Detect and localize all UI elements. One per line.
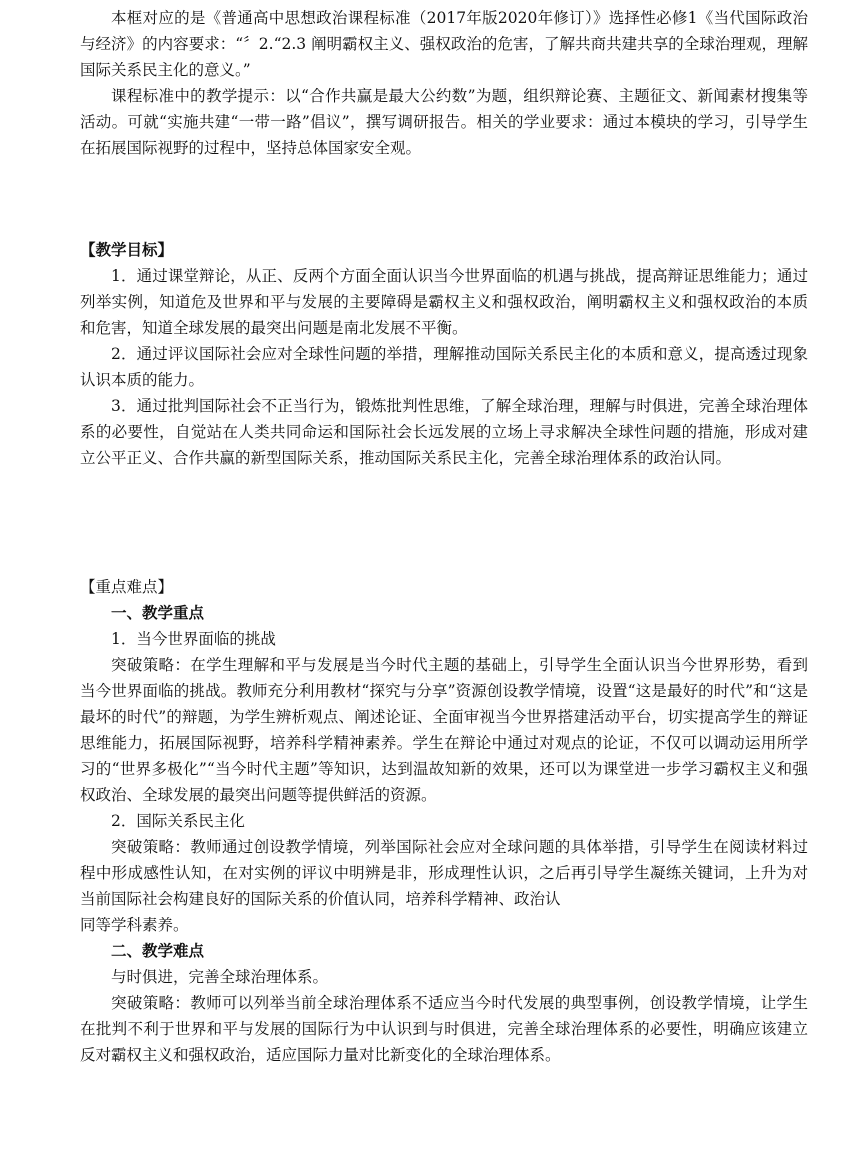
focus-2-title: 2．国际关系民主化: [111, 812, 245, 830]
difficulty-heading: 二、教学难点: [111, 941, 205, 960]
objective-item-3: 3．通过批判国际社会不正当行为，锻炼批判性思维，了解全球治理，理解与时俱进，完善全球治理体系的必要性，自觉站在人类共同命运和国际社会长远发展的立场上寻求解决全球性问题的措施，形成对建立公平正义、合作共赢的新型国际关系，推动国际关系民主化，完善全球治理体系的政治认同。: [80, 397, 808, 467]
intro-paragraph-hints: 课程标准中的教学提示：以“合作共赢是最大公约数”为题，组织辩论赛、主题征文、新闻素材搜集等活动。可就“实施共建“一带一路”倡议”，撰写调研报告。相关的学业要求：通过本模块的学习，引导学生在拓展国际视野的过程中，坚持总体国家安全观。: [80, 87, 808, 157]
objectives-section: [80, 237, 808, 471]
focus-2-strategy-continued: 同等学科素养。: [80, 916, 189, 934]
objectives-heading: 【教学目标】: [80, 240, 174, 259]
focus-1-strategy: 突破策略：在学生理解和平与发展是当今时代主题的基础上，引导学生全面认识当今世界形势，看到当今世界面临的挑战。教师充分利用教材“探究与分享”资源创设教学情境，设置“这是最好的时代”和“这是最坏的时代”的辩题，为学生辨析观点、阐述论证、全面审视当今世界搭建活动平台，切实提高学生的辩证思维能力，拓展国际视野，培养科学精神素养。学生在辩论中通过对观点的论证，不仅可以调动运用所学习的“世界多极化”“当今时代主题”等知识，达到温故知新的效果，还可以为课堂进一步学习霸权主义和强权政治、全球发展的最突出问题等提供鲜活的资源。: [80, 656, 808, 804]
focus-heading: 一、教学重点: [111, 603, 205, 622]
objective-item-2: 2．通过评议国际社会应对全球性问题的举措，理解推动国际关系民主化的本质和意义，提高透过现象认识本质的能力。: [80, 345, 808, 389]
difficulty-title: 与时俱进，完善全球治理体系。: [111, 968, 329, 986]
objective-item-1: 1．通过课堂辩论，从正、反两个方面全面认识当今世界面临的机遇与挑战，提高辩证思维能力；通过列举实例，知道危及世界和平与发展的主要障碍是霸权主义和强权政治，阐明霸权主义和强权政治的本质和危害，知道全球发展的最突出问题是南北发展不平衡。: [80, 267, 808, 337]
intro-section: [80, 5, 808, 161]
focus-2-strategy: 突破策略：教师通过创设教学情境，列举国际社会应对全球问题的具体举措，引导学生在阅读材料过程中形成感性认知，在对实例的评议中明辨是非，形成理性认识，之后再引导学生凝练关键词，上升为对当前国际社会构建良好的国际关系的价值认同，培养科学精神、政治认: [80, 838, 808, 908]
difficulty-strategy: 突破策略：教师可以列举当前全球治理体系不适应当今时代发展的典型事例，创设教学情境，让学生在批判不利于世界和平与发展的国际行为中认识到与时俱进，完善全球治理体系的必要性，明确应该建立反对霸权主义和强权政治，适应国际力量对比新变化的全球治理体系。: [80, 994, 808, 1064]
key-points-section: [80, 574, 808, 1068]
intro-paragraph-standard: 本框对应的是《普通高中思想政治课程标准（2017年版2020年修订）》选择性必修1《当代国际政治与经济》的内容要求：“〞2.“2.3 阐明霸权主义、强权政治的危害，了解共商共建共享的全球治理观，理解国际关系民主化的意义。”: [80, 9, 808, 79]
focus-1-title: 1．当今世界面临的挑战: [111, 630, 276, 648]
key-points-heading: 【重点难点】: [80, 578, 174, 596]
